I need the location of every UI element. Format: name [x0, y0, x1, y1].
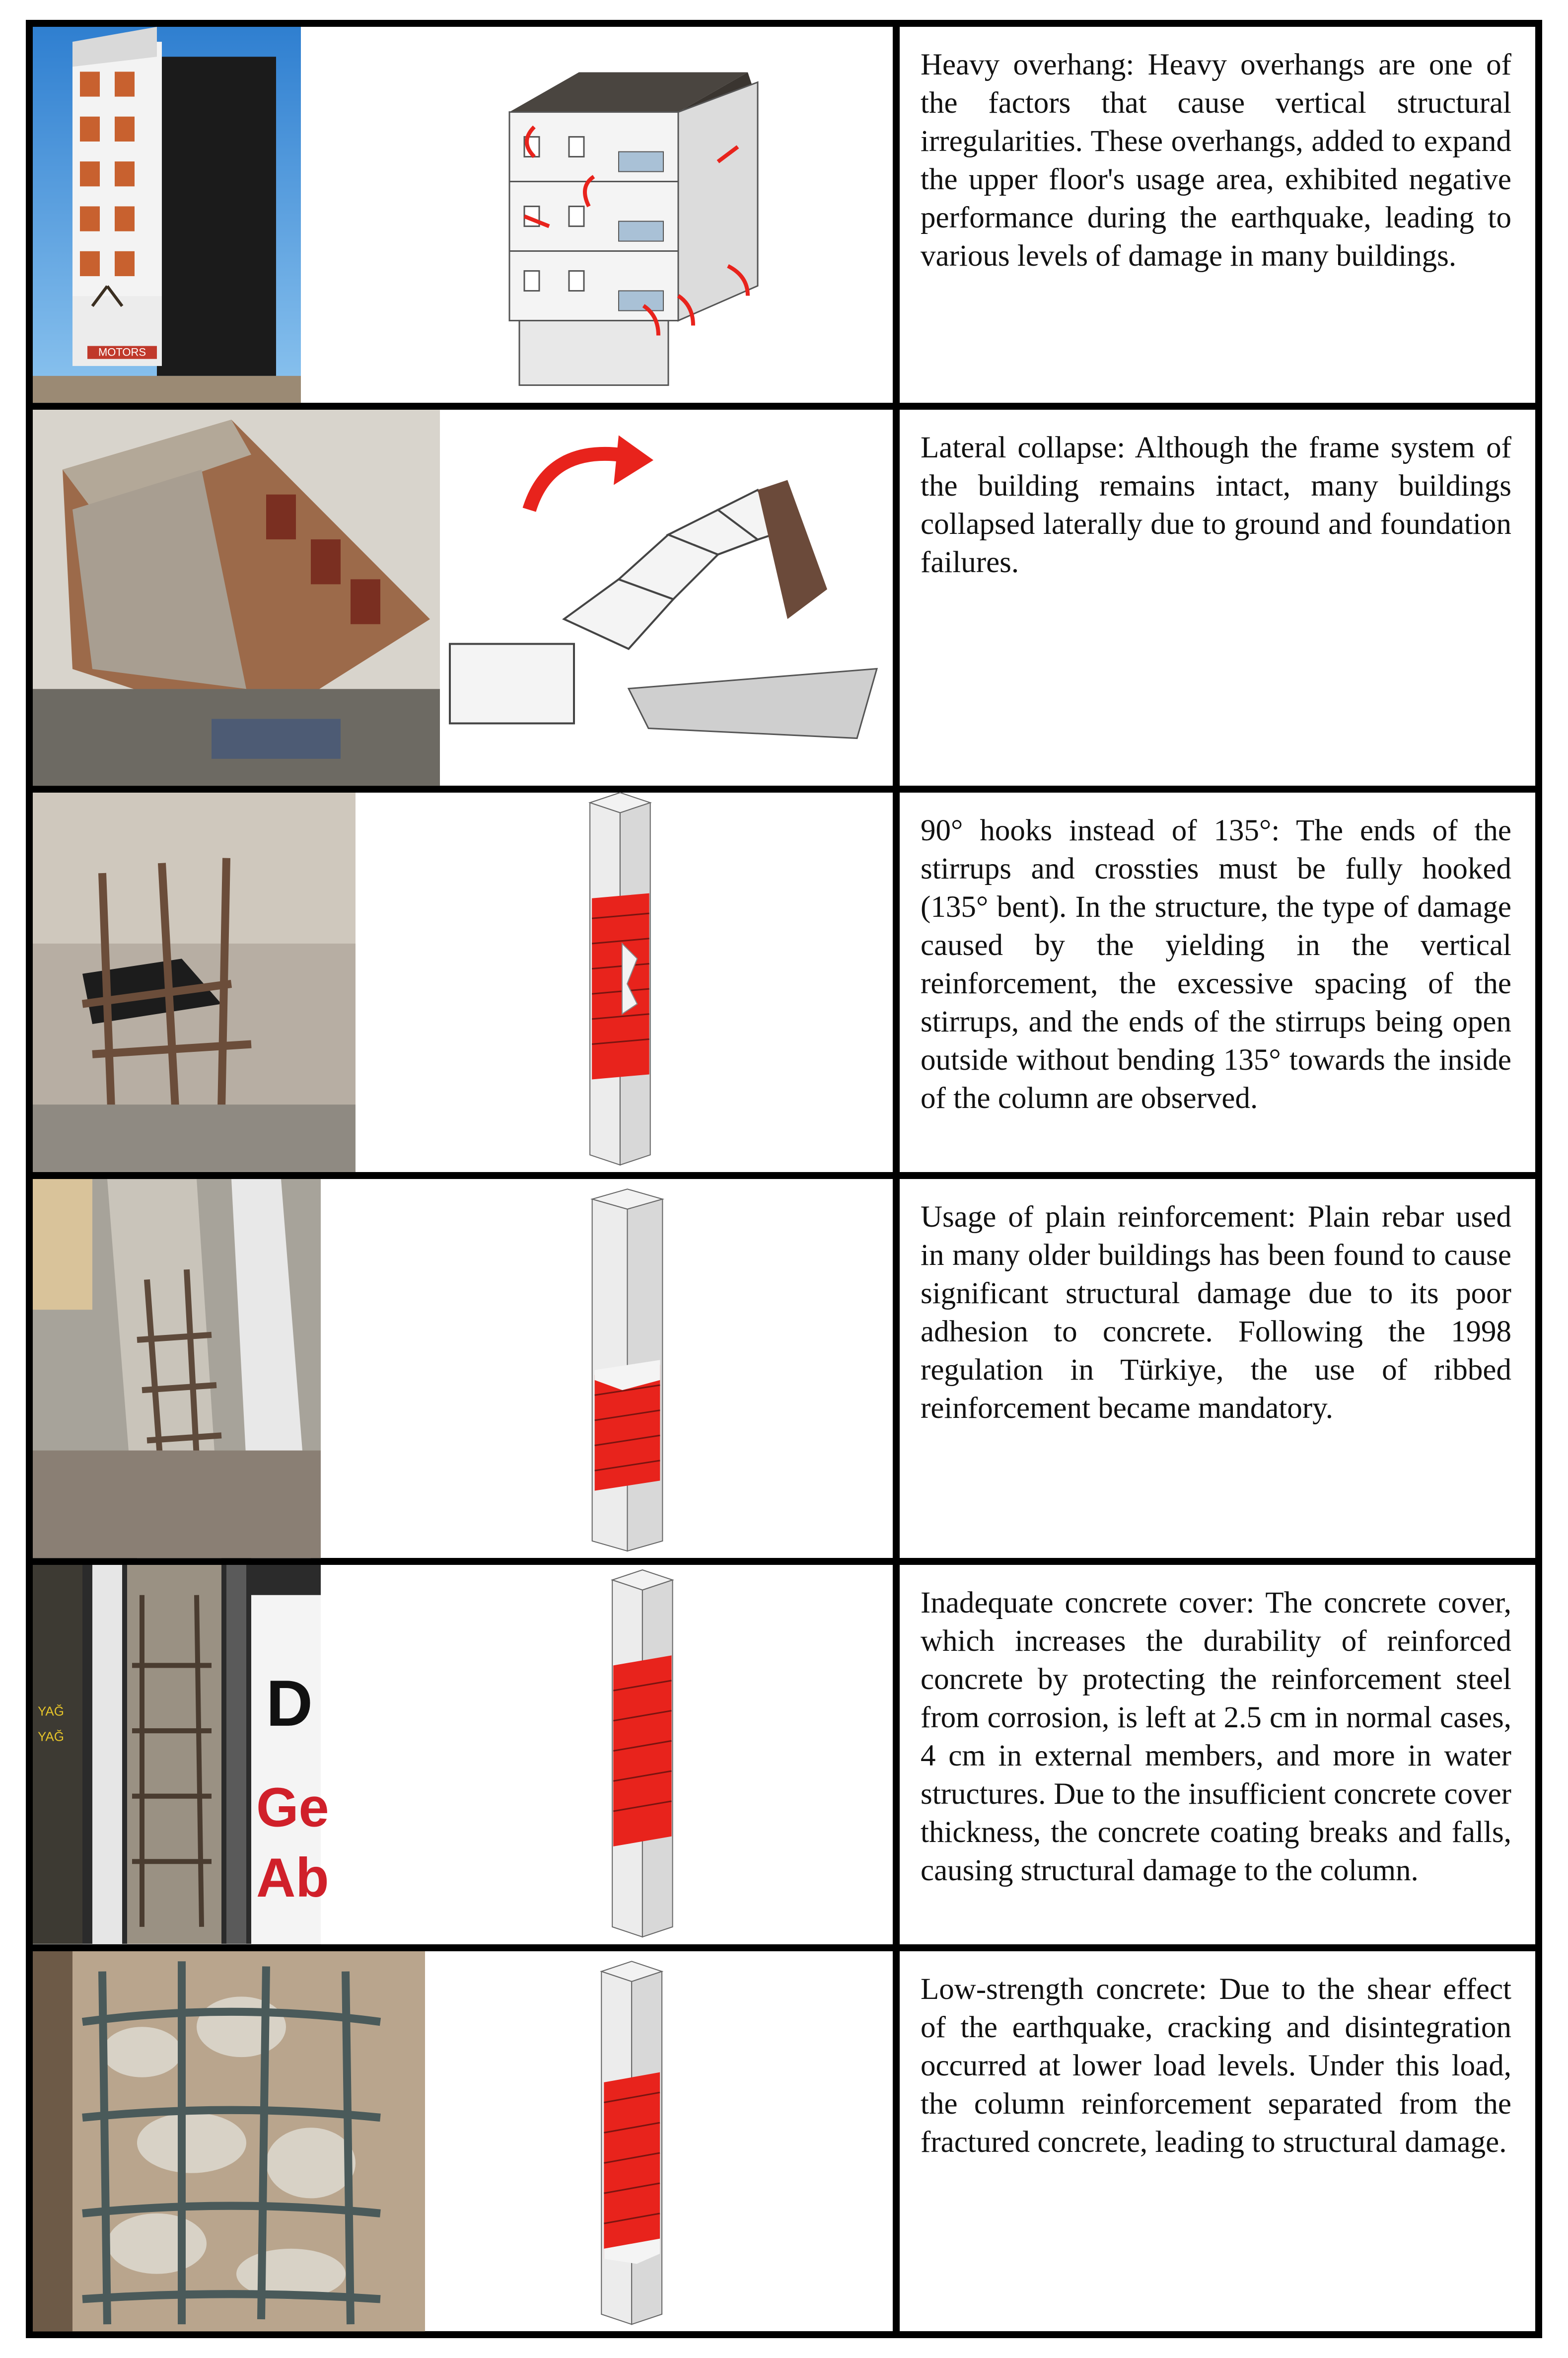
window-text-1: YAĞ	[38, 1703, 64, 1719]
column-plain-rebar-diagram	[321, 1179, 893, 1558]
row-4-image-cell	[33, 1179, 893, 1558]
motors-sign: MOTORS	[98, 346, 146, 359]
plain-reinforcement-description: Usage of plain reinforcement: Plain rebar used in many older buildings has been found to cause significant structural damage due to its poor adhesion to concrete. Following the 1998 regulation in Türkiye, the use of ribbed reinforcement became mandatory.	[921, 1200, 1511, 1425]
lateral-collapse-diagram	[440, 410, 893, 786]
row-1-text-cell	[900, 27, 1535, 403]
low-strength-description: Low-strength concrete: Due to the shear effect of the earthquake, cracking and disintegration occurred at lower load levels. Under this load, the column reinforcement separated from the fractured concrete, leading to structural damage.	[921, 1972, 1511, 2159]
overhang-building-photo	[33, 27, 301, 403]
row-3-text-cell	[900, 793, 1535, 1172]
row-1-image-cell	[33, 27, 893, 403]
row-2-image-cell	[33, 410, 893, 786]
column-concrete-cover-diagram	[321, 1565, 893, 1944]
row-6-image-cell	[33, 1951, 893, 2331]
sign-letter-d: D	[266, 1667, 313, 1740]
row-2-text-cell	[900, 410, 1535, 786]
lateral-collapse-photo	[33, 410, 440, 786]
overhang-description: Heavy overhang: Heavy overhangs are one of the factors that cause vertical structural irregularities. These overhangs, added to expand the upper floor's usage area, exhibited negative performance during the earthquake, leading to various levels of damage in many buildings.	[921, 48, 1511, 273]
overhang-building-diagram	[301, 27, 893, 403]
row-5-image-cell	[33, 1565, 893, 1944]
open-stirrups-photo	[33, 793, 356, 1172]
damage-table	[26, 20, 1542, 2338]
concrete-cover-description: Inadequate concrete cover: The concrete cover, which increases the durability of reinforced concrete by protecting the reinforcement steel from corrosion, is left at 2.5 cm in normal cases, 4 cm in external members, and more in water structures. Due to the insufficient concrete cover thickness, the concrete coating breaks and falls, causing structural damage to the column.	[921, 1586, 1511, 1888]
row-5-text-cell	[900, 1565, 1535, 1944]
row-6-text-cell	[900, 1951, 1535, 2331]
hooks-description: 90° hooks instead of 135°: The ends of the stirrups and crossties must be fully hooked (135° bent). In the structure, the type of damage caused by the yielding in the vertical reinforcement, the excessive spacing of the stirrups, and the ends of the stirrups being open outside without bending 135° towards the inside of the column are observed.	[921, 814, 1511, 1115]
column-90deg-hook-diagram	[356, 793, 893, 1172]
sign-letters-ab: Ab	[256, 1847, 329, 1909]
lateral-collapse-description: Lateral collapse: Although the frame system of the building remains intact, many buildings collapsed laterally due to ground and foundation failures.	[921, 431, 1511, 580]
plain-rebar-photo	[33, 1179, 321, 1558]
column-low-strength-diagram	[425, 1951, 893, 2331]
spalled-cover-photo	[33, 1565, 329, 1944]
window-text-2: YAĞ	[38, 1729, 64, 1744]
sign-letters-ge: Ge	[256, 1777, 329, 1839]
row-3-image-cell	[33, 793, 893, 1172]
row-4-text-cell	[900, 1179, 1535, 1558]
low-strength-concrete-photo	[33, 1951, 425, 2331]
